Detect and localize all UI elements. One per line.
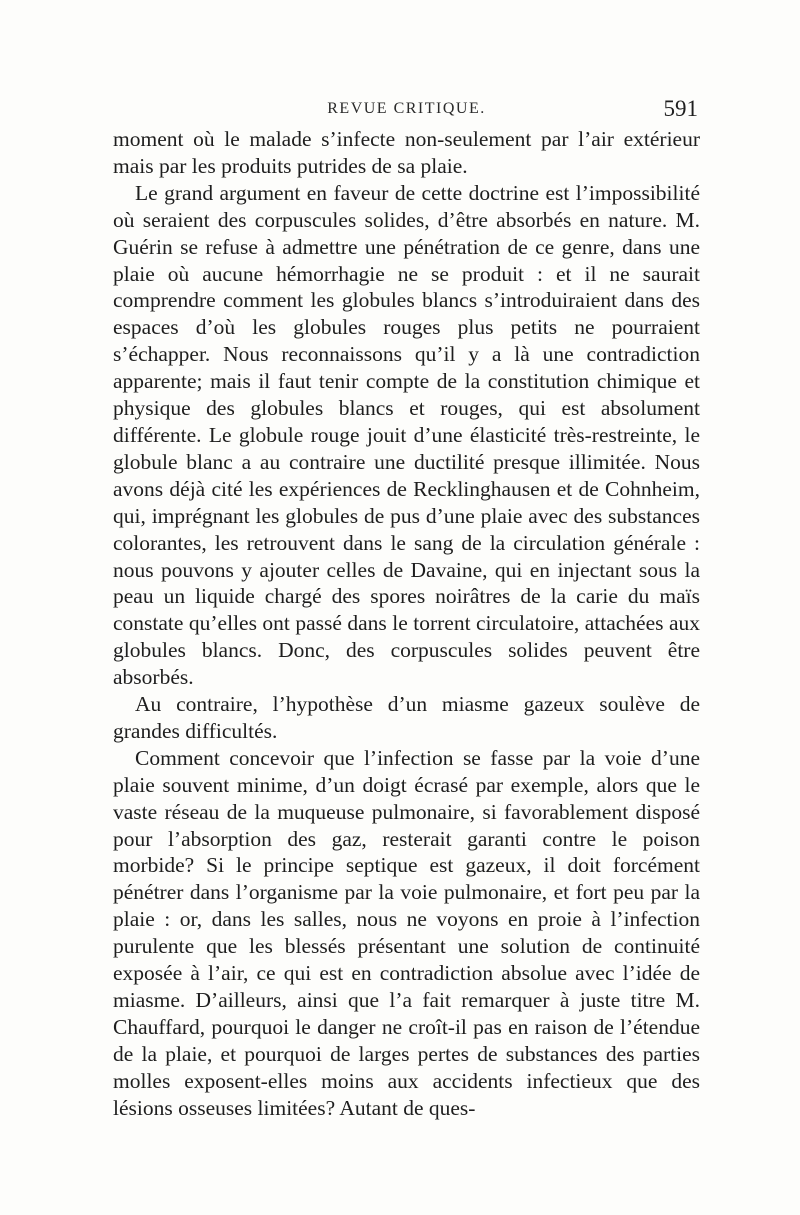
paragraph-continuation: moment où le malade s’infecte non-seulement par l’air extérieur mais par les produits putrides de sa plaie.: [113, 127, 700, 178]
page-number: 591: [663, 96, 698, 121]
running-header: [113, 96, 700, 124]
paragraph-miasme: Au contraire, l’hypothèse d’un miasme gazeux soulève de grandes difficultés.: [113, 692, 700, 743]
paragraph-argument: Le grand argument en faveur de cette doctrine est l’impossibilité où seraient des corpuscules solides, d’être absorbés en nature. M. Guérin se refuse à admettre une pénétration de ce genre, dans une plaie où aucune hémorrhagie ne se produit : et il ne saurait comprendre comment les globules blancs s’introduiraient dans des espaces d’où les globules rouges plus petits ne pourraient s’échapper. Nous reconnaissons qu’il y a là une contradiction apparente; mais il faut tenir compte de la constitution chimique et physique des globules blancs et rouges, qui est absolument différente. Le globule rouge jouit d’une élasticité très-restreinte, le globule blanc a au contraire une ductilité presque illimitée. Nous avons déjà cité les expériences de Recklinghausen et de Cohnheim, qui, imprégnant les globules de pus d’une plaie avec des substances colorantes, les retrouvent dans le sang de la circulation générale : nous pouvons y ajouter celles de Davaine, qui en injectant sous la peau un liquide chargé des spores noirâtres de la carie du maïs constate qu’elles ont passé dans le torrent circulatoire, attachées aux globules blancs. Donc, des corpuscules solides peuvent être absorbés.: [113, 180, 700, 690]
running-title: REVUE CRITIQUE.: [327, 100, 486, 117]
paragraph-infection: Comment concevoir que l’infection se fasse par la voie d’une plaie souvent minime, d’un doigt écrasé par exemple, alors que le vaste réseau de la muqueuse pulmonaire, si favorablement disposé pour l’absorption des gaz, resterait garanti contre le poison morbide? Si le principe septique est gazeux, il doit forcément pénétrer dans l’organisme par la voie pulmonaire, et fort peu par la plaie : or, dans les salles, nous ne voyons en proie à l’infection purulente que les blessés présentant une solution de continuité exposée à l’air, ce qui est en contradiction absolue avec l’idée de miasme. D’ailleurs, ainsi que l’a fait remarquer à juste titre M. Chauffard, pourquoi le danger ne croît-il pas en raison de l’étendue de la plaie, et pourquoi de larges pertes de substances des parties molles exposent-elles moins aux accidents infectieux que des lésions osseuses limitées? Autant de ques-: [113, 745, 700, 1120]
body-text: [113, 126, 700, 1122]
